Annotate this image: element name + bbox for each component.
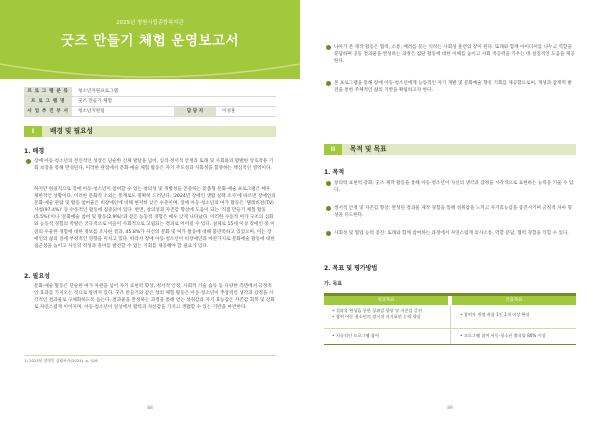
subheading: 1. 목적 [324, 169, 345, 176]
section-number: I [24, 126, 42, 137]
section-title: 목적 및 목표 [350, 145, 387, 153]
table-cell-line: • 참여 아동·청소년의 정서적 자기표현 능력 향상 [332, 314, 421, 320]
bullet-icon [326, 181, 331, 186]
section-number: II [324, 144, 342, 155]
subheading: 2. 필요성 [24, 273, 50, 280]
info-label: 사 업 추 진 부 서 [24, 107, 72, 116]
paragraph [334, 44, 576, 65]
banner-subtitle: 2025년 청원시립종합복지관 [116, 20, 184, 26]
table-column-divider [450, 306, 451, 344]
footnote-divider [24, 355, 276, 356]
info-value: 굿즈 만들기 체험 [78, 99, 112, 104]
subheading: 2. 목표 및 평가방법 [324, 265, 378, 272]
purpose-item [334, 180, 576, 194]
subheading: 1. 배경 [24, 148, 45, 155]
table-header-cell: 산출목표 [452, 296, 576, 305]
banner-wave [0, 48, 300, 84]
paragraph-text: 본 프로그램을 통해 장애 아동·청소년에게 능동적인 자기 개발 및 문화예술 향유 기회를 제공함으로써, 개성과 잠재력 발견을 통한 주체적인 삶의 기반을 확립하고자 한다. [334, 81, 572, 94]
footnote: 1) 2023년 장애인 실태조사(2024), p. 526 [24, 358, 98, 363]
info-label: 프 로 그 램 분 류 [24, 87, 72, 96]
paragraph [34, 158, 276, 172]
paragraph-text: 나아가 본 제작 활동은 협력, 소통, 배려를 묻는 익히는 사회성 훈련의 장이 된다. 또래와 함께 아이디어를 나누고 역할을 분담하며 공동 결과물을 완성하는 과정은 집단 활동에 대한 이해를 높이고 사회 적응력을 키우는 데 실질적인 도움을 제공한다. [334, 45, 575, 65]
page-number: 88 [147, 406, 153, 411]
paragraph-text: 장애 아동·청소년의 전인적인 성장은 단순한 신체 발달을 넘어, 심리·정서적 안정과 또래 및 사회와의 활발한 상호작용 기회 보장을 통해 완성된다. 이러한 관점에서 문화·예술 체험 활동은 자기 주도성과 사회성을 함양하는 핵심적인 영역이다. [34, 159, 274, 172]
right-page [300, 0, 600, 424]
paragraph-text: 사회성 및 협업 능력 증진: 또래와 함께 참여하는 과정에서 자연스럽게 의사소통, 역할 분담, 협력 경험을 익힐 수 있다. [334, 231, 569, 236]
page-number: 89 [447, 406, 453, 411]
info-value: 이성훈 [222, 109, 236, 114]
section-title: 배경 및 필요성 [50, 127, 93, 135]
info-value: 청소년자원프로그램 [78, 89, 118, 94]
paragraph [34, 283, 276, 347]
table-cell-line: • 결과물 완성을 통한 성취감 향상 및 자존감 증진 [332, 308, 422, 313]
section-header [324, 144, 576, 155]
table-header-cell: 성과목표 [324, 296, 448, 305]
paragraph-text: 정서적 안정 및 자존감 향상: 완성된 결과물 제작 경험을 통해 성취감을 느끼고 자기효능감을 증진시키며 긍정적 자아 형성을 유도한다. [334, 206, 572, 219]
info-label: 담 당 자 [174, 107, 216, 116]
bullet-icon [326, 81, 331, 86]
bullet-icon [326, 45, 331, 50]
info-row-category [24, 87, 276, 97]
table-cell: • 지속적인 프로그램 참여 [332, 333, 379, 338]
info-row-dept [24, 107, 276, 117]
paragraph-text: 하지만 현실적으로 장애 아동·청소년이 참여할 수 있는 창의성 및 개별성을 존중하는 맞춤형 문화·예술 프로그램은 매우 제한적인 상황이다. 이러한 문화적 소외는 통계로도 명확히 드러난다. '2024년 장애인 생활 실태 조사'에 따르면 장애인의 문화·예술 관람 및 활동 참여율은 비장애인에 비해 현저히 낮은 수준이며, 장애 아동·청소년의 여가 활동은 '텔레비전(TV) 시청(97.4%)' 등 수동적인 활동에 집중되어 있다. 반면, 창의성과 자존감 향상에 도움이 되는 '직접 만들기 체험 활동(5.5%)'이나 '문화예술 참여 및 활동(2.9%)'과 같은 능동적 경험은 매우 낮게 나타났다. 이러한 수동적 여가 구조의 심화와 능동적 경험의 박탈은 궁극적으로 이들이 사회적으로 고립되는 결과로 이어질 수 있다. 실제로 15세 이상 장애인 중 이전의 우울한 경험에 대한 정보를 조사한 결과, 45.8%가 자신의 문화 및 여가 활동에 대해 불만족하고 있었으며, 이는 장애인의 삶의 질에 부정적인 영향을 미치고 있다. 따라서 장애 아동·청소년이 비장애인과 마찬가지로 문화예술 활동에 대한 접근성을 높이고 자신의 적성과 흥미를 발견할 수 있는 기회를 제공해야 할 필요가 있다. [34, 187, 276, 249]
paragraph [34, 186, 276, 266]
table-cell: • 프로그램 참여 아동·청소년 출석률 80% 이상 [460, 333, 546, 338]
purpose-item [334, 230, 576, 237]
bullet-icon [326, 206, 331, 211]
info-row-program [24, 97, 276, 107]
table-cell [324, 306, 448, 326]
bullet-icon [26, 159, 31, 164]
subheading-minor: 가. 목표 [324, 281, 343, 287]
paragraph [334, 80, 576, 94]
report-title: 굿즈 만들기 체험 운영보고서 [60, 33, 240, 49]
info-value: 청소년지원팀 [78, 109, 105, 114]
paragraph-text: 창의력 표현력 강화: 굿즈 제작 활동을 통해 아동·청소년이 자신의 생각과 감정을 시각적으로 표현하는 능력을 키울 수 있다. [334, 181, 574, 194]
section-header [24, 126, 276, 137]
table-cell: • 참여자 개별 작품 1인 1개 이상 완성 [460, 312, 530, 317]
bullet-icon [326, 231, 331, 236]
table-bottom-rule [324, 344, 576, 345]
paragraph-text: 문화·예술 활동은 단순한 여가 차원을 넘어 자기 표현력 향상, 정서적 안정, 사회적 기술 습득 등 다양한 측면에서 긍정적인 효과를 가져오는 것으로 알려져 있다. 굿즈 만들기와 같은 창의 체험 활동은 아동·청소년이 추상적인 생각과 감정을 시각적인 결과물로 구체화하도록 돕는다. 결과물을 완성하는 과정을 통해 얻는 성취감과 자기 효능감은 자존감 회복 및 강화로 자연스럽게 이어지며, 아동·청소년이 일상에서 활력과 자신감을 가지고 생활할 수 있는 기반을 마련한다. [34, 284, 275, 311]
info-label: 프 로 그 램 명 [24, 97, 72, 106]
purpose-item [334, 205, 576, 219]
